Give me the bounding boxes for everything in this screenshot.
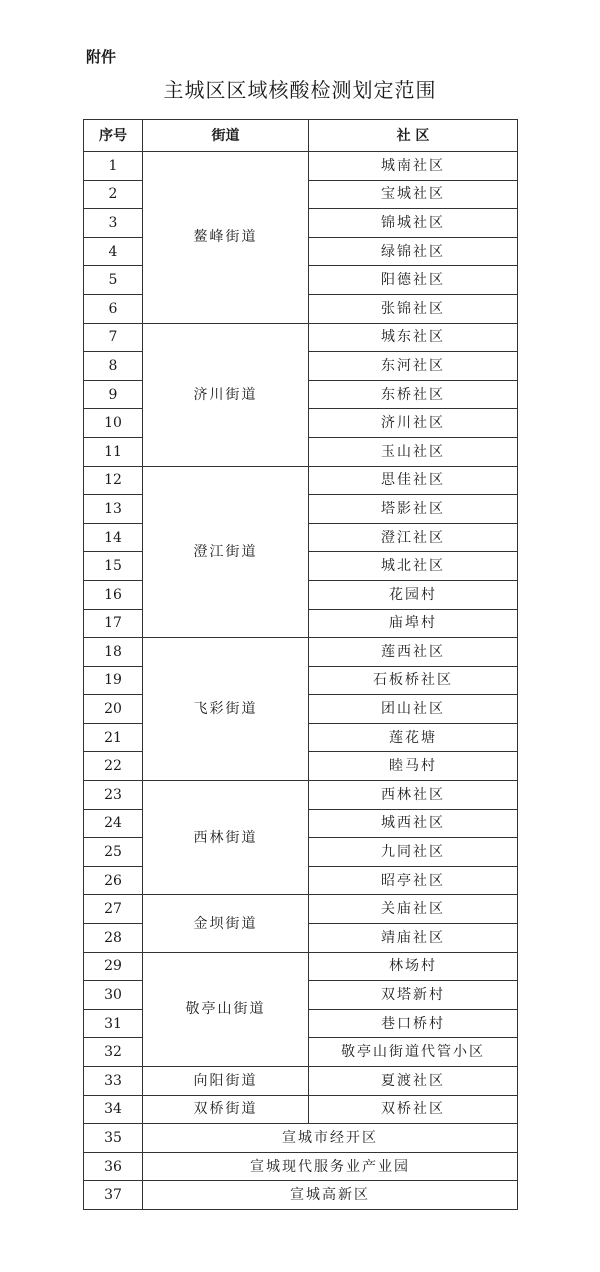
- row-number: 37: [84, 1181, 143, 1210]
- community-name: 绿锦社区: [309, 237, 518, 266]
- community-name: 西林社区: [309, 781, 518, 810]
- table-body: [84, 152, 518, 1210]
- community-name: 靖庙社区: [309, 924, 518, 953]
- page-title: 主城区区域核酸检测划定范围: [163, 78, 437, 102]
- row-number: 17: [84, 609, 143, 638]
- table-row: [84, 323, 518, 352]
- row-number: 28: [84, 924, 143, 953]
- row-number: 22: [84, 752, 143, 781]
- row-number: 11: [84, 437, 143, 466]
- community-name: 花园村: [309, 580, 518, 609]
- community-name: 昭亭社区: [309, 866, 518, 895]
- street-name: 金坝街道: [143, 895, 309, 952]
- street-name: 双桥街道: [143, 1095, 309, 1124]
- community-name: 双桥社区: [309, 1095, 518, 1124]
- table-row: [84, 1095, 518, 1124]
- community-name: 城南社区: [309, 152, 518, 181]
- table-row: [84, 952, 518, 981]
- street-name: 敬亭山街道: [143, 952, 309, 1066]
- row-number: 6: [84, 294, 143, 323]
- zone-name: 宣城市经开区: [143, 1124, 518, 1153]
- row-number: 35: [84, 1124, 143, 1153]
- community-name: 城西社区: [309, 809, 518, 838]
- table-row: [84, 1181, 518, 1210]
- row-number: 9: [84, 380, 143, 409]
- table-row: [84, 895, 518, 924]
- street-name: 澄江街道: [143, 466, 309, 638]
- community-name: 庙埠村: [309, 609, 518, 638]
- row-number: 15: [84, 552, 143, 581]
- community-name: 夏渡社区: [309, 1067, 518, 1096]
- row-number: 32: [84, 1038, 143, 1067]
- header-street: 街道: [143, 120, 309, 152]
- table-row: [84, 1067, 518, 1096]
- row-number: 20: [84, 695, 143, 724]
- community-name: 东桥社区: [309, 380, 518, 409]
- row-number: 1: [84, 152, 143, 181]
- community-name: 城北社区: [309, 552, 518, 581]
- community-name: 敬亭山街道代管小区: [309, 1038, 518, 1067]
- street-name: 向阳街道: [143, 1067, 309, 1096]
- zone-name: 宣城现代服务业产业园: [143, 1152, 518, 1181]
- community-name: 九同社区: [309, 838, 518, 867]
- zone-name: 宣城高新区: [143, 1181, 518, 1210]
- row-number: 19: [84, 666, 143, 695]
- community-name: 澄江社区: [309, 523, 518, 552]
- row-number: 3: [84, 209, 143, 238]
- attachment-label: 附件: [86, 48, 117, 66]
- row-number: 34: [84, 1095, 143, 1124]
- row-number: 14: [84, 523, 143, 552]
- table-row: [84, 152, 518, 181]
- row-number: 31: [84, 1009, 143, 1038]
- row-number: 16: [84, 580, 143, 609]
- table-row: [84, 466, 518, 495]
- street-name: 济川街道: [143, 323, 309, 466]
- community-name: 关庙社区: [309, 895, 518, 924]
- row-number: 5: [84, 266, 143, 295]
- row-number: 23: [84, 781, 143, 810]
- row-number: 4: [84, 237, 143, 266]
- row-number: 21: [84, 723, 143, 752]
- row-number: 36: [84, 1152, 143, 1181]
- scope-table: [83, 119, 518, 1210]
- community-name: 东河社区: [309, 352, 518, 381]
- community-name: 莲花塘: [309, 723, 518, 752]
- row-number: 30: [84, 981, 143, 1010]
- table-row: [84, 638, 518, 667]
- header-no: 序号: [84, 120, 143, 152]
- community-name: 阳德社区: [309, 266, 518, 295]
- header-community: 社 区: [309, 120, 518, 152]
- table-row: [84, 1152, 518, 1181]
- row-number: 33: [84, 1067, 143, 1096]
- row-number: 18: [84, 638, 143, 667]
- table-row: [84, 781, 518, 810]
- community-name: 张锦社区: [309, 294, 518, 323]
- community-name: 塔影社区: [309, 495, 518, 524]
- row-number: 8: [84, 352, 143, 381]
- row-number: 7: [84, 323, 143, 352]
- community-name: 石板桥社区: [309, 666, 518, 695]
- row-number: 24: [84, 809, 143, 838]
- row-number: 12: [84, 466, 143, 495]
- community-name: 睦马村: [309, 752, 518, 781]
- community-name: 双塔新村: [309, 981, 518, 1010]
- community-name: 巷口桥村: [309, 1009, 518, 1038]
- community-name: 玉山社区: [309, 437, 518, 466]
- row-number: 26: [84, 866, 143, 895]
- table-header-row: [84, 120, 518, 152]
- community-name: 宝城社区: [309, 180, 518, 209]
- community-name: 思佳社区: [309, 466, 518, 495]
- row-number: 29: [84, 952, 143, 981]
- community-name: 团山社区: [309, 695, 518, 724]
- street-name: 飞彩街道: [143, 638, 309, 781]
- row-number: 25: [84, 838, 143, 867]
- row-number: 13: [84, 495, 143, 524]
- community-name: 莲西社区: [309, 638, 518, 667]
- row-number: 10: [84, 409, 143, 438]
- street-name: 鳌峰街道: [143, 152, 309, 324]
- row-number: 27: [84, 895, 143, 924]
- community-name: 城东社区: [309, 323, 518, 352]
- community-name: 林场村: [309, 952, 518, 981]
- row-number: 2: [84, 180, 143, 209]
- street-name: 西林街道: [143, 781, 309, 895]
- table-row: [84, 1124, 518, 1153]
- community-name: 锦城社区: [309, 209, 518, 238]
- community-name: 济川社区: [309, 409, 518, 438]
